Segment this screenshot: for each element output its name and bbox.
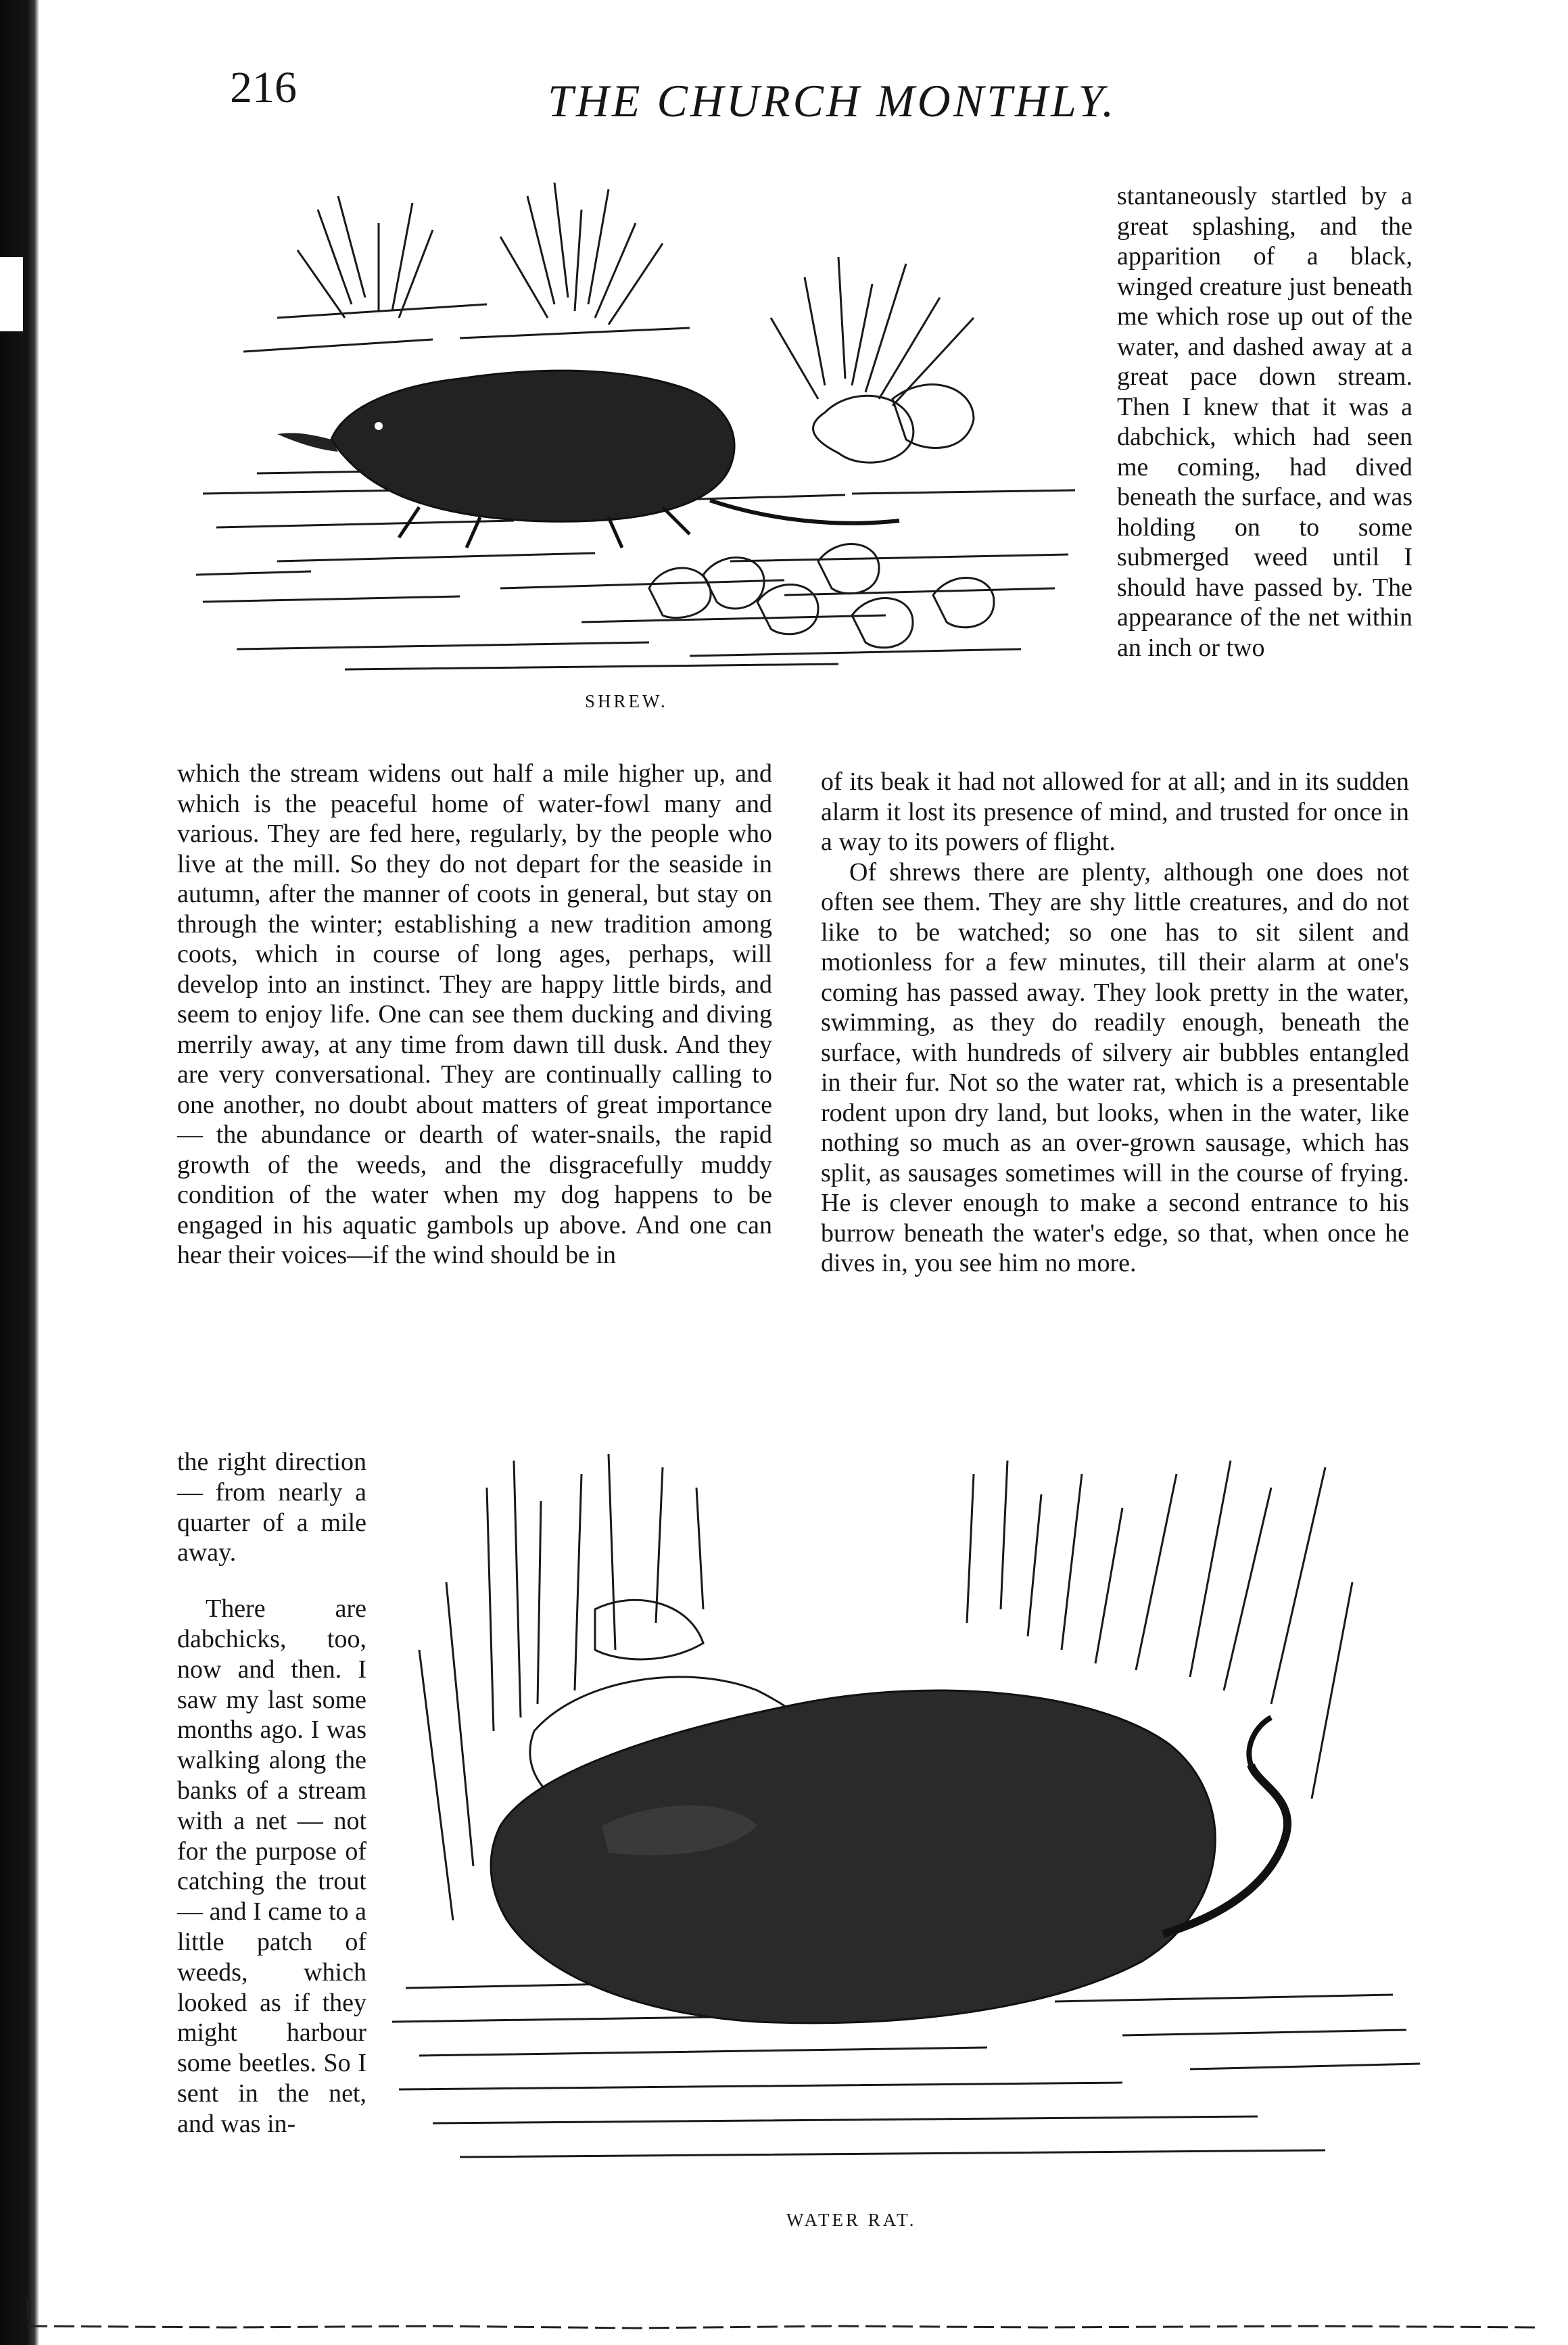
scan-spine-shadow [0,0,39,2345]
scan-bottom-edge [27,2285,1555,2340]
text-right-mid [821,767,1409,1279]
water-rat-illustration [379,1447,1433,2204]
shrew-caption: SHREW. [585,691,668,711]
shrew-illustration [176,183,1089,690]
text-left-narrow [177,1421,366,2165]
paragraph: Of shrews there are plenty, although one does not often see them. They are shy little creatures, and do not like to be watched; so one has to sit silent and motionless for a few minutes, till their alarm at one's coming has passed away. They look pretty in the water, swimming, as they do readily enough, beneath the surface, with hundreds of silvery air bubbles entangled in their fur. Not so the water rat, which is a presentable rodent upon dry land, but looks, when in the water, like nothing so much as an over-grown sausage, which has split, as sausages sometimes will in the course of frying. He is clever enough to make a second entrance to his burrow beneath the water's edge, so that, when once he dives in, you see him no more. [821,857,1409,1277]
water-rat-caption: WATER RAT. [786,2210,917,2230]
paragraph: There are dabchicks, too, now and then. I saw my last some months ago. I was walking along the banks of a stream with a net — not for the purpose of catching the trout — and I came to a little patch of weeds, which looked as if they might harbour some beetles. So I sent in the net, and was in- [177,1594,366,2138]
text-left-mid [177,759,772,1271]
paragraph: stantaneously startled by a great splashing, and the apparition of a black, winged creature just beneath me which rose up out of the water, and dashed away at a great pace down stream. Then I knew that it was a dabchick, which had seen me coming, had dived beneath the surface, and was holding on to some submerged weed until I should have passed by. The appearance of the net within an inch or two [1117,182,1412,662]
paragraph: which the stream widens out half a mile higher up, and which is the peaceful home of water-fowl many and various. They are fed here, regularly, by the people who live at the mill. So they do not depart for the seaside in autumn, after the manner of coots in general, but stay on through the winter; establishing a new tradition among coots, which in course of long ages, perhaps, will develop into an instinct. They are happy little birds, and seem to enjoy life. One can see them ducking and diving merrily away, at any time from dawn till dusk. And they are very conversational. They are continually calling to one another, no doubt about matters of great importance — the abundance or dearth of water-snails, the rapid growth of the weeds, and the disgracefully muddy condition of the water when my dog happens to be engaged in his aquatic gambols up above. And one can hear their voices—if the wind should be in [177,759,772,1269]
paragraph: of its beak it had not allowed for at all; and in its sudden alarm it lost its presence of mind, and trusted for once in a way to its powers of flight. [821,767,1409,856]
page-title: THE CHURCH MONTHLY. [548,75,1117,126]
paragraph: the right direction — from nearly a quarter of a mile away. [177,1448,366,1567]
text-right-top [1117,181,1412,663]
scan-spine-gap [0,257,23,331]
page-number: 216 [230,63,297,112]
